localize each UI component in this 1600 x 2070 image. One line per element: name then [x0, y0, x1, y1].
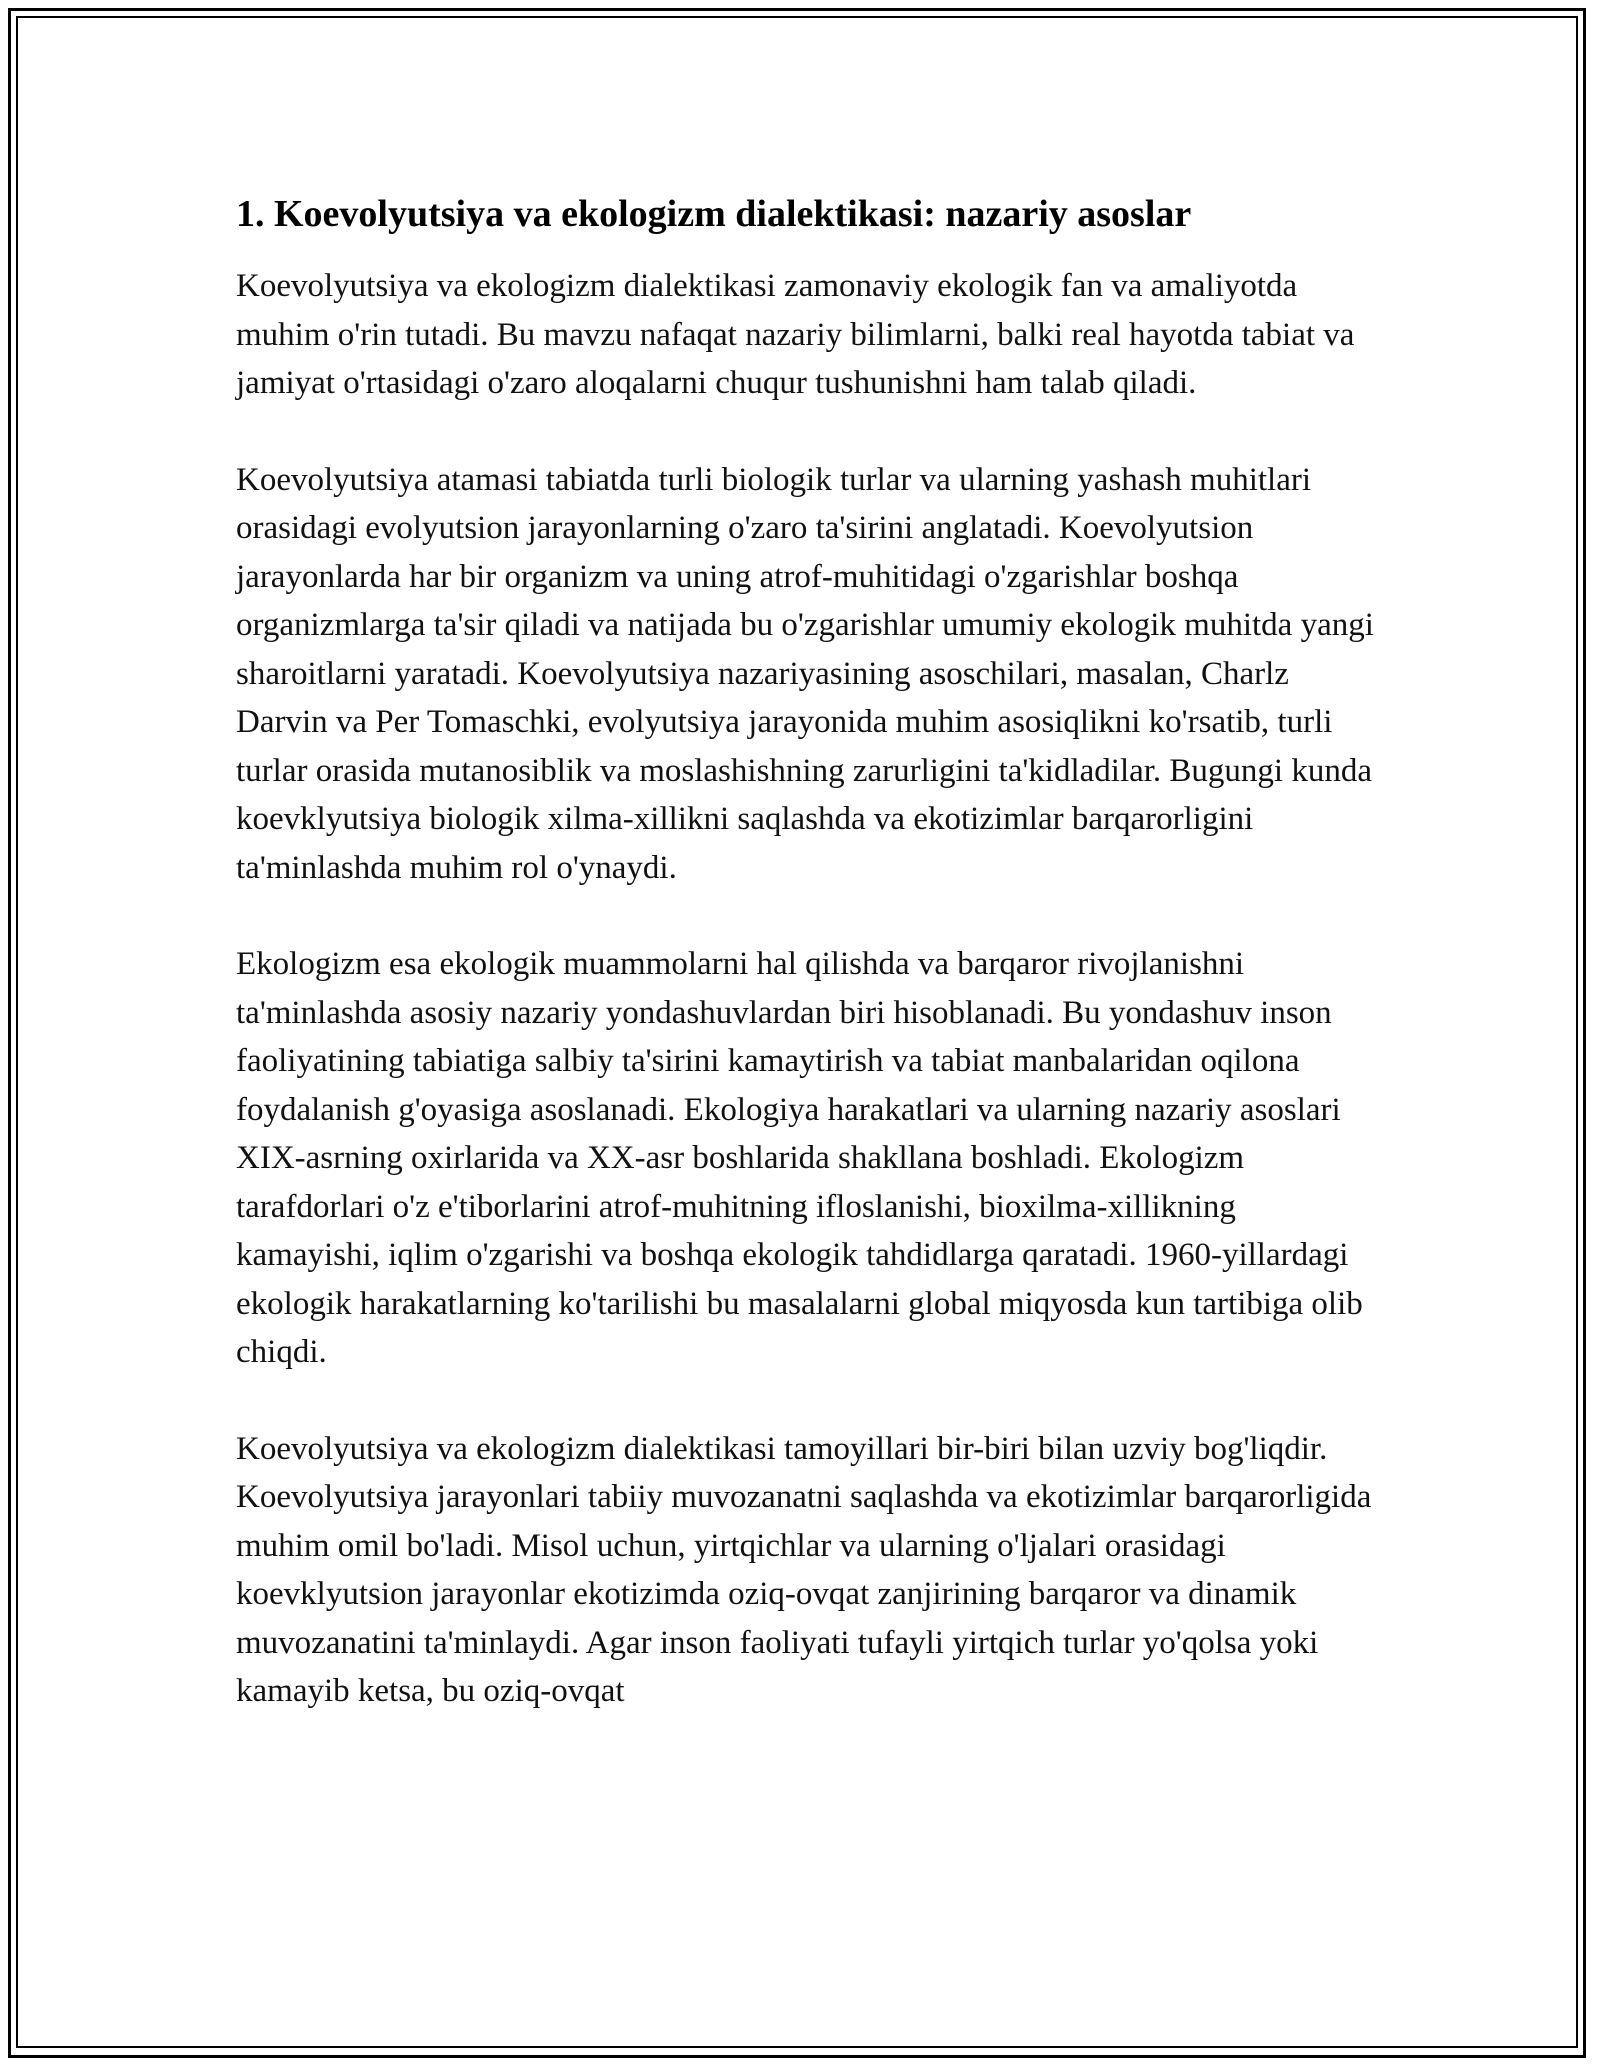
paragraph-intro: Koevolyutsiya va ekologizm dialektikasi zamonaviy ekologik fan va amaliyotda muhim o'rin tutadi. Bu mavzu nafaqat nazariy bilimlarni, balki real hayotda tabiat va jamiyat o'rtasidagi o'zaro aloqalarni chuqur tushunishni ham talab qiladi.: [236, 268, 1355, 401]
paragraph-ecologism: Ekologizm esa ekologik muammolarni hal qilishda va barqaror rivojlanishni ta'minlashda asosiy nazariy yondashuvlardan biri hisoblanadi. Bu yondashuv inson faoliyatining tabiatiga salbiy ta'sirini kamaytirish va tabiat manbalaridan oqilona foydalanish g'oyasiga asoslanadi. Ekologiya harakatlari va ularning nazariy asoslari XIX-asrning oxirlarida va XX-asr boshlarida shakllana boshladi. Ekologizm tarafdorlari o'z e'tiborlarini atrof-muhitning ifloslanishi, bioxilma-xillikning kamayishi, iqlim o'zgarishi va boshqa ekologik tahdidlarga qaratadi. 1960-yillardagi ekologik harakatlarning ko'tarilishi bu masalalarni global miqyosda kun tartibiga olib chiqdi.: [236, 946, 1363, 1370]
section-title: 1. Koevolyutsiya va ekologizm dialektikasi: nazariy asoslar: [236, 193, 1192, 235]
document-body: [236, 186, 1376, 1764]
paragraph-dialectics: Koevolyutsiya va ekologizm dialektikasi tamoyillari bir-biri bilan uzviy bog'liqdir. Koevolyutsiya jarayonlari tabiiy muvozanatni saqlashda va ekotizimlar barqarorligida muhim omil bo'ladi. Misol uchun, yirtqichlar va ularning o'ljalari orasidagi koevklyutsion jarayonlar ekotizimda oziq-ovqat zanjirining barqaror va dinamik muvozanatini ta'minlaydi. Agar inson faoliyati tufayli yirtqich turlar yo'qolsa yoki kamayib ketsa, bu oziq-ovqat: [236, 1430, 1372, 1709]
paragraph-coevolution: Koevolyutsiya atamasi tabiatda turli biologik turlar va ularning yashash muhitlari orasidagi evolyutsion jarayonlarning o'zaro ta'sirini anglatadi. Koevolyutsion jarayonlarda har bir organizm va uning atrof-muhitidagi o'zgarishlar boshqa organizmlarga ta'sir qiladi va natijada bu o'zgarishlar umumiy ekologik muhitda yangi sharoitlarni yaratadi. Koevolyutsiya nazariyasining asoschilari, masalan, Charlz Darvin va Per Tomaschki, evolyutsiya jarayonida muhim asosiqlikni ko'rsatib, turli turlar orasida mutanosiblik va moslashishning zarurligini ta'kidladilar. Bugungi kunda koevklyutsiya biologik xilma-xillikni saqlashda va ekotizimlar barqarorligini ta'minlashda muhim rol o'ynaydi.: [236, 461, 1374, 886]
